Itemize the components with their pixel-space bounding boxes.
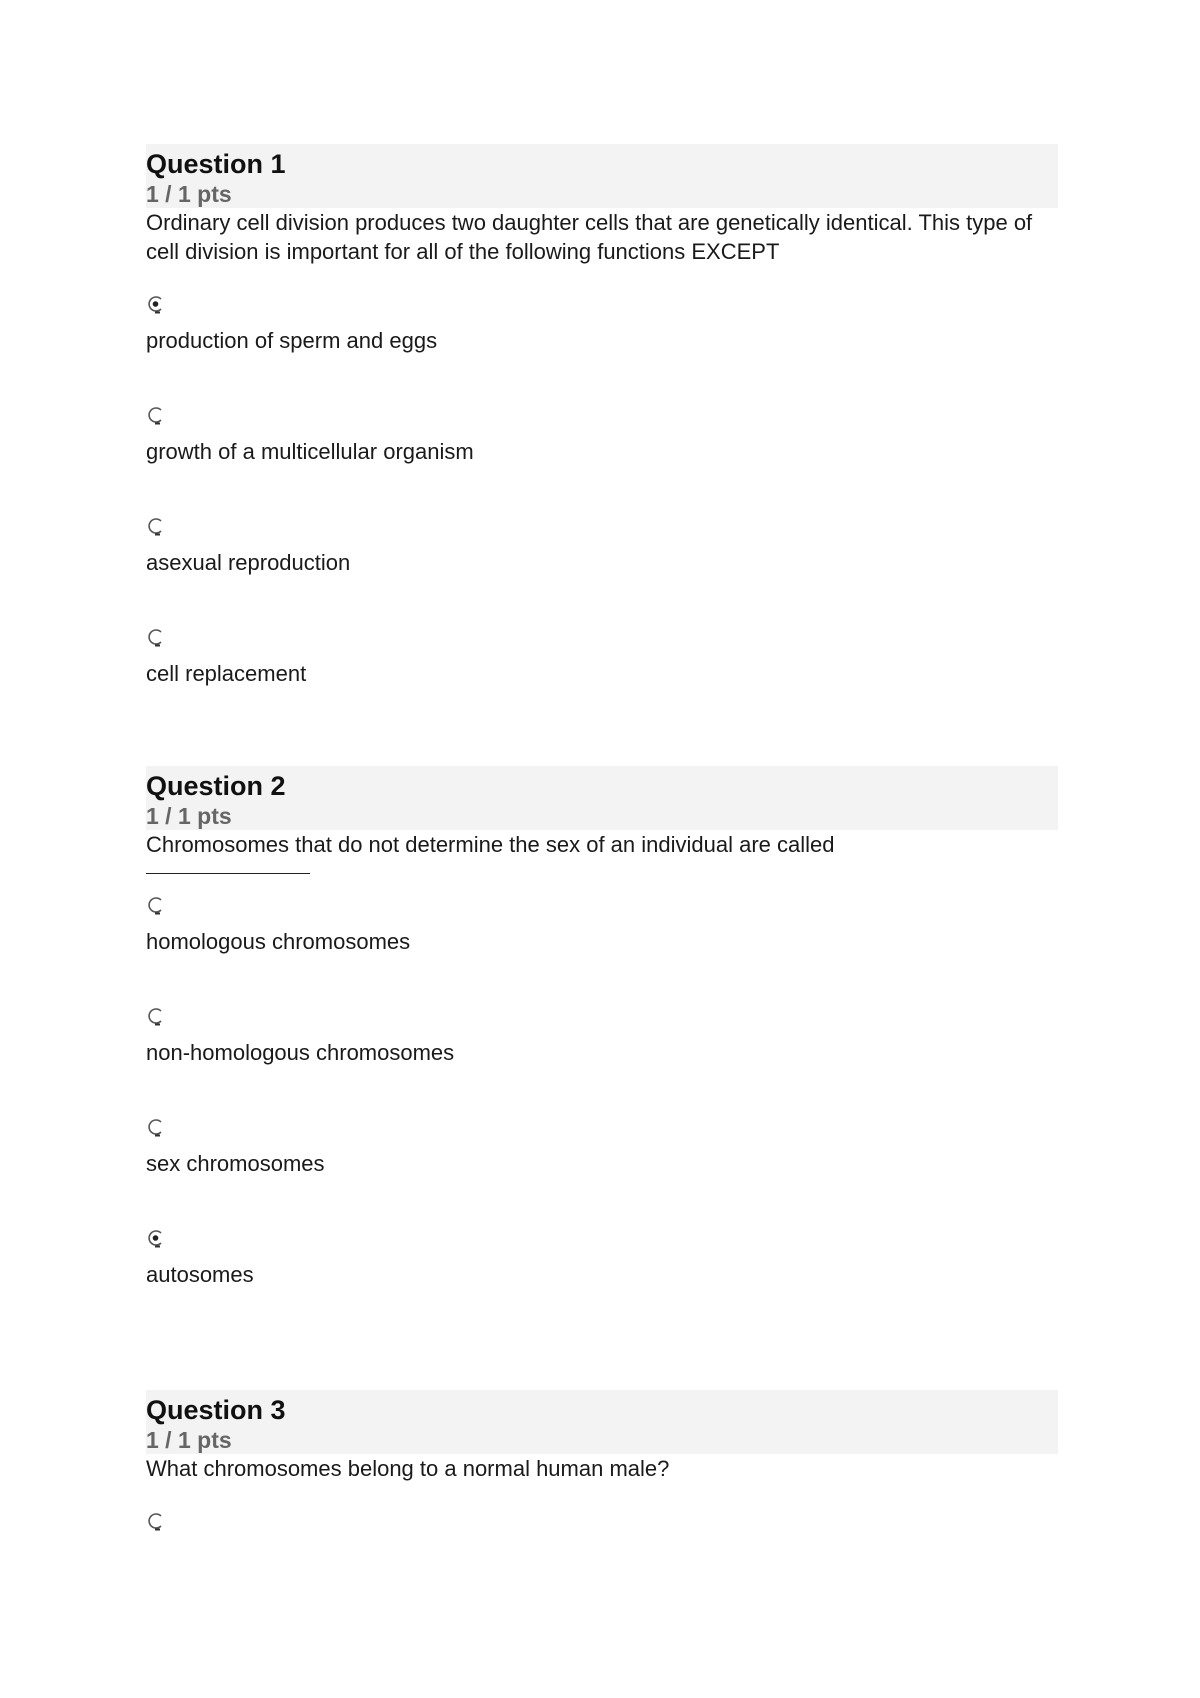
radio-unselected-icon[interactable]: [146, 1510, 166, 1532]
answer-option[interactable]: [146, 870, 1058, 981]
question-1: [146, 144, 1058, 713]
radio-unselected-icon[interactable]: [146, 515, 166, 537]
answer-list: [146, 269, 1058, 713]
question-text: What chromosomes belong to a normal human male?: [146, 1456, 670, 1481]
answer-option[interactable]: [146, 269, 1058, 380]
answer-label: asexual reproduction: [146, 550, 351, 575]
answer-label: production of sperm and eggs: [146, 328, 438, 353]
question-text: Chromosomes that do not determine the sex of an individual are called: [146, 832, 835, 857]
answer-label: non-homologous chromosomes: [146, 1040, 455, 1065]
question-header: [146, 1390, 1058, 1454]
radio-unselected-icon[interactable]: [146, 404, 166, 426]
radio-selected-icon[interactable]: [146, 1227, 166, 1249]
answer-label: autosomes: [146, 1262, 254, 1287]
question-3: [146, 1390, 1058, 1597]
radio-unselected-icon[interactable]: [146, 1116, 166, 1138]
answer-label: homologous chromosomes: [146, 929, 411, 954]
question-title: Question 3: [146, 1395, 286, 1425]
answer-option[interactable]: [146, 491, 1058, 602]
answer-list: [146, 870, 1058, 1314]
question-title: Question 2: [146, 771, 286, 801]
answer-label: growth of a multicellular organism: [146, 439, 474, 464]
question-text: Ordinary cell division produces two daughter cells that are genetically identical. This type of cell division is important for all of the following functions EXCEPT: [146, 210, 1033, 264]
question-points: 1 / 1 pts: [146, 803, 232, 829]
answer-option[interactable]: [146, 981, 1058, 1092]
question-2: [146, 766, 1058, 1314]
answer-label: cell replacement: [146, 661, 307, 686]
question-header: [146, 144, 1058, 208]
answer-option[interactable]: [146, 380, 1058, 491]
answer-list: [146, 1486, 1058, 1597]
radio-unselected-icon[interactable]: [146, 894, 166, 916]
question-points: 1 / 1 pts: [146, 181, 232, 207]
answer-label: sex chromosomes: [146, 1151, 325, 1176]
answer-option[interactable]: [146, 602, 1058, 713]
answer-option[interactable]: [146, 1203, 1058, 1314]
radio-unselected-icon[interactable]: [146, 1005, 166, 1027]
answer-option[interactable]: [146, 1092, 1058, 1203]
question-header: [146, 766, 1058, 830]
radio-unselected-icon[interactable]: [146, 626, 166, 648]
question-points: 1 / 1 pts: [146, 1427, 232, 1453]
answer-option[interactable]: [146, 1486, 1058, 1597]
radio-selected-icon[interactable]: [146, 293, 166, 315]
question-title: Question 1: [146, 149, 286, 179]
